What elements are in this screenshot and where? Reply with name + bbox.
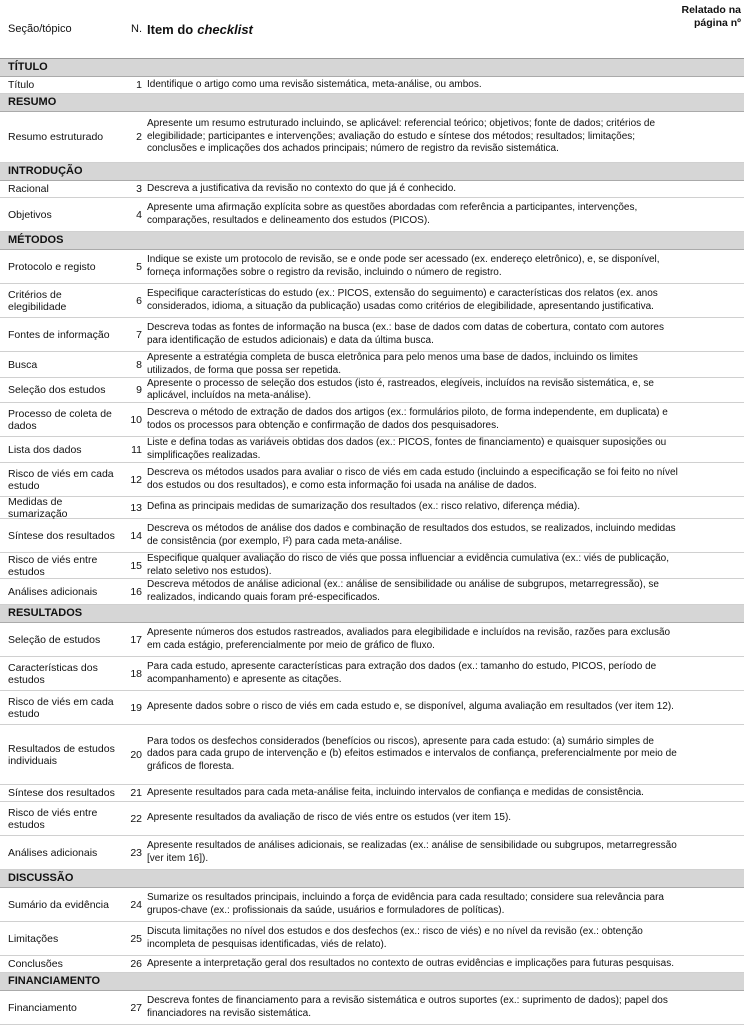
row-number: 5 [136, 260, 142, 273]
row-number: 23 [130, 846, 142, 859]
row-topic: Risco de viés entre estudos [8, 553, 98, 578]
row-number: 26 [130, 958, 142, 970]
row-topic: Processo de coleta de dados [8, 407, 112, 432]
row-item: Descreva fontes de financiamento para a revisão sistemática e outros suportes (ex.: suprimento de dados); papel dos financiadores na revisão sistemática. [147, 995, 668, 1019]
header-number: N. [131, 23, 142, 35]
row-item: Apresente números dos estudos rastreados, avaliados para elegibilidade e incluídos na revisão, razões para exclusão em cada estágio, preferencialmente por meio de gráfico de fluxo. [147, 627, 671, 651]
row-reported-page [686, 112, 744, 162]
row-reported-page [686, 922, 744, 955]
row-topic: Busca [8, 358, 38, 371]
row-topic: Objetivos [8, 208, 52, 221]
row-item: Apresente resultados da avaliação de risco de viés entre os estudos (ver item 15). [147, 812, 512, 824]
section-heading: TÍTULO [0, 59, 744, 77]
row-item: Discuta limitações no nível dos estudos e dos desfechos (ex.: risco de viés) e no nível da revisão (ex.: obtenção incompleta de pesquisas identificadas, viés de relato). [147, 926, 643, 950]
row-item: Apresente a interpretação geral dos resultados no contexto de outras evidências e implicações para futuras pesquisas. [147, 957, 674, 969]
row-number: 7 [136, 328, 142, 341]
row-number: 1 [136, 79, 142, 91]
table-row [0, 284, 744, 318]
table-row [0, 352, 744, 378]
row-reported-page [686, 437, 744, 462]
section-heading: FINANCIAMENTO [0, 973, 744, 991]
row-topic: Seleção dos estudos [8, 384, 106, 396]
row-number: 2 [136, 131, 142, 143]
row-item: Descreva os métodos de análise dos dados e combinação de resultados dos estudos, se realizados, incluindo medidas de consistência (por exemplo, I²) para cada meta-análise. [147, 523, 676, 547]
row-item: Indique se existe um protocolo de revisão, se e onde pode ser acessado (ex. endereço eletrônico), e, se disponível, forneça informações sobre o registro da revisão, incluindo o número de registro. [147, 254, 660, 278]
row-item: Descreva métodos de análise adicional (ex.: análise de sensibilidade ou análise de subgrupos, metarregressão), se realizados, indicando quais foram pré-especificados. [147, 579, 659, 603]
section-heading: RESULTADOS [0, 605, 744, 623]
row-topic: Risco de viés em cada estudo [8, 467, 114, 492]
row-item: Apresente resultados para cada meta-análise feita, incluindo intervalos de confiança e medidas de consistência. [147, 786, 644, 798]
row-reported-page [686, 519, 744, 552]
row-number: 22 [130, 812, 142, 825]
row-reported-page [686, 657, 744, 690]
row-topic: Título [8, 79, 35, 91]
row-topic: Características dos estudos [8, 661, 98, 686]
table-row [0, 77, 744, 94]
row-topic: Conclusões [8, 958, 63, 970]
row-number: 17 [130, 633, 142, 646]
table-body [0, 59, 744, 1025]
row-reported-page [686, 888, 744, 921]
table-row [0, 785, 744, 802]
row-item: Especifique qualquer avaliação do risco de viés que possa influenciar a evidência cumulativa (ex.: viés de publicação, relato seletivo nos estudos). [147, 553, 669, 577]
row-item: Defina as principais medidas de sumarização dos resultados (ex.: risco relativo, diferença média). [147, 501, 580, 513]
row-item: Para todos os desfechos considerados (benefícios ou riscos), apresente para cada estudo: (a) sumário simples de dados para cada grupo de intervenção e (b) efeitos estimados e intervalos de confiança, preferencialmente por meio de gráficos de floresta. [147, 735, 677, 772]
row-number: 27 [130, 1001, 142, 1014]
table-row [0, 463, 744, 497]
row-number: 9 [136, 384, 142, 396]
row-reported-page [686, 181, 744, 197]
row-item: Sumarize os resultados principais, incluindo a força de evidência para cada resultado; considere sua relevância para grupos-chave (ex.: profissionais da saúde, usuários e formuladores de políticas). [147, 892, 664, 916]
row-number: 21 [130, 787, 142, 799]
row-number: 15 [130, 559, 142, 572]
row-reported-page [686, 403, 744, 436]
row-item: Descreva todas as fontes de informação na busca (ex.: base de dados com datas de cobertura, contato com autores para identificação de estudos adicionais) e data da última busca. [147, 322, 664, 346]
row-number: 24 [130, 898, 142, 911]
row-reported-page [686, 802, 744, 835]
header-section-topic: Seção/tópico [8, 23, 72, 35]
table-row [0, 991, 744, 1025]
table-row [0, 956, 744, 973]
row-reported-page [686, 77, 744, 93]
row-number: 8 [136, 358, 142, 371]
row-reported-page [686, 691, 744, 724]
row-number: 14 [130, 529, 142, 542]
row-item: Apresente uma afirmação explícita sobre as questões abordadas com referência a participantes, intervenções, comparações, resultados e delineamento dos estudos (PICOS). [147, 202, 638, 226]
row-reported-page [686, 553, 744, 578]
table-row [0, 497, 744, 519]
row-number: 20 [130, 748, 142, 761]
row-reported-page [686, 623, 744, 656]
row-reported-page [686, 250, 744, 283]
row-number: 12 [130, 473, 142, 486]
row-topic: Risco de viés entre estudos [8, 806, 98, 831]
row-topic: Resultados de estudos individuais [8, 742, 115, 767]
row-reported-page [686, 198, 744, 231]
table-row [0, 519, 744, 553]
row-item: Especifique características do estudo (ex.: PICOS, extensão do seguimento) e características dos relatos (ex. anos considerados, idioma, a situação da publicação) usadas como critérios de elegibilidade, apresentando justificativa. [147, 288, 658, 312]
row-topic: Racional [8, 183, 49, 195]
row-number: 25 [130, 932, 142, 945]
row-number: 4 [136, 208, 142, 221]
row-topic: Medidas de sumarização [8, 495, 68, 520]
row-item: Apresente o processo de seleção dos estudos (isto é, rastreados, elegíveis, incluídos na revisão sistemática, e, se aplicável, incluídos na meta-análise). [147, 377, 654, 401]
row-topic: Análises adicionais [8, 846, 98, 859]
table-row [0, 657, 744, 691]
table-row [0, 403, 744, 437]
row-topic: Resumo estruturado [8, 131, 104, 143]
table-row [0, 318, 744, 352]
row-item: Apresente um resumo estruturado incluindo, se aplicável: referencial teórico; objetivos; fonte de dados; critérios de elegibilidade; participantes e intervenções; avaliação do estudo e síntese dos métodos; resultados; limitações; conclusões e implicações dos achados principais; número de registro da revisão sistemática. [147, 118, 656, 155]
table-row [0, 725, 744, 785]
row-reported-page [686, 725, 744, 784]
section-heading: RESUMO [0, 94, 744, 112]
table-row [0, 922, 744, 956]
row-reported-page [686, 785, 744, 801]
table-row [0, 437, 744, 463]
row-reported-page [686, 991, 744, 1024]
table-row [0, 888, 744, 922]
row-item: Descreva a justificativa da revisão no contexto do que já é conhecido. [147, 182, 457, 194]
row-number: 11 [131, 443, 142, 456]
row-reported-page [686, 378, 744, 402]
row-reported-page [686, 352, 744, 377]
row-topic: Risco de viés em cada estudo [8, 695, 114, 720]
table-row [0, 181, 744, 198]
row-topic: Seleção de estudos [8, 633, 101, 646]
section-heading: MÉTODOS [0, 232, 744, 250]
row-number: 3 [136, 183, 142, 195]
row-topic: Financiamento [8, 1001, 77, 1014]
row-topic: Lista dos dados [8, 443, 82, 456]
row-item: Identifique o artigo como uma revisão sistemática, meta-análise, ou ambos. [147, 78, 482, 90]
table-row [0, 553, 744, 579]
row-item: Apresente resultados de análises adicionais, se realizadas (ex.: análise de sensibilidade ou subgrupos, metarregressão [ver item 16]). [147, 840, 677, 864]
row-reported-page [686, 318, 744, 351]
row-reported-page [686, 284, 744, 317]
table-header [0, 0, 744, 59]
row-number: 19 [130, 701, 142, 714]
table-row [0, 579, 744, 605]
row-number: 13 [130, 501, 142, 514]
row-reported-page [686, 497, 744, 518]
table-row [0, 378, 744, 403]
row-number: 16 [130, 585, 142, 598]
section-heading: INTRODUÇÃO [0, 163, 744, 181]
header-item-italic: checklist [197, 21, 253, 37]
header-item-prefix: Item do [147, 21, 194, 37]
section-heading: DISCUSSÃO [0, 870, 744, 888]
row-topic: Critérios de elegibilidade [8, 288, 67, 313]
row-item: Descreva o método de extração de dados dos artigos (ex.: formulários piloto, de forma independente, em duplicata) e todos os processos para obtenção e confirmação de dados dos pesquisadores. [147, 407, 668, 431]
row-topic: Análises adicionais [8, 585, 98, 598]
row-topic: Síntese dos resultados [8, 529, 115, 542]
row-reported-page [686, 463, 744, 496]
row-topic: Síntese dos resultados [8, 787, 115, 799]
row-item: Descreva os métodos usados para avaliar o risco de viés em cada estudo (incluindo a especificação se foi feito no nível dos estudos ou dos resultados), e como esta informação foi usada na análise de dados. [147, 467, 678, 491]
row-number: 6 [136, 294, 142, 307]
row-item: Apresente dados sobre o risco de viés em cada estudo e, se disponível, alguma avaliação em resultados (ver item 12). [147, 701, 674, 713]
header-reported-page: Relatado na página nº [681, 4, 741, 29]
row-reported-page [686, 836, 744, 869]
row-item: Para cada estudo, apresente características para extração dos dados (ex.: tamanho do estudo, PICOS, período de acompanhamento) e apresente as citações. [147, 661, 657, 685]
header-item [145, 0, 679, 58]
row-item: Apresente a estratégia completa de busca eletrônica para pelo menos uma base de dados, incluindo os limites utilizados, de forma que possa ser repetida. [147, 352, 638, 376]
row-topic: Sumário da evidência [8, 898, 109, 911]
table-row [0, 836, 744, 870]
table-row [0, 250, 744, 284]
row-topic: Fontes de informação [8, 328, 110, 341]
table-row [0, 198, 744, 232]
row-number: 10 [130, 413, 142, 426]
table-row [0, 112, 744, 163]
row-topic: Protocolo e registo [8, 260, 96, 273]
row-topic: Limitações [8, 932, 59, 945]
row-reported-page [686, 579, 744, 604]
table-row [0, 691, 744, 725]
row-reported-page [686, 956, 744, 972]
row-item: Liste e defina todas as variáveis obtidas dos dados (ex.: PICOS, fontes de financiamento) e quaisquer suposições ou simplificações realizadas. [147, 437, 667, 461]
table-row [0, 802, 744, 836]
row-number: 18 [130, 667, 142, 680]
table-row [0, 623, 744, 657]
